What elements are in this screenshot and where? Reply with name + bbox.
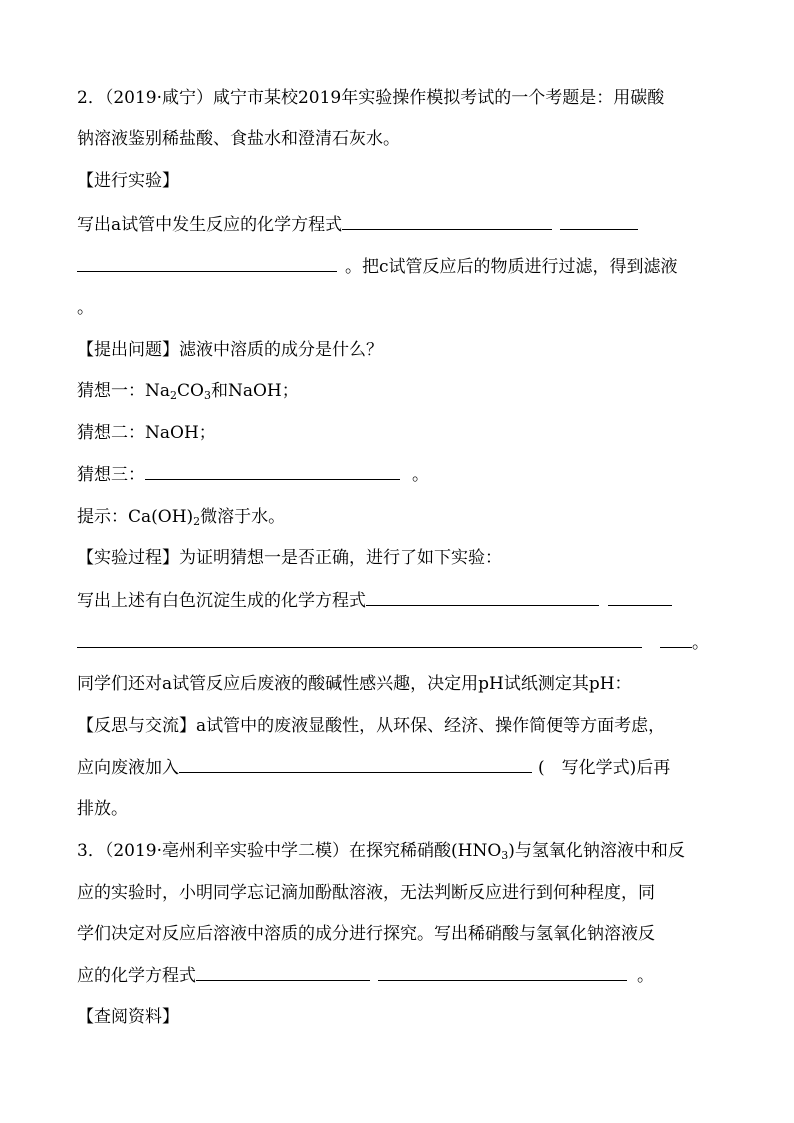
guess-1-co: CO (177, 381, 204, 401)
guess-3-suffix: 。 (412, 465, 429, 485)
add-prefix: 应向废液加入 (77, 758, 179, 778)
hint-suffix: 微溶于水。 (200, 507, 286, 527)
q2-filter-line (77, 255, 678, 279)
section-process: 【实验过程】为证明猜想一是否正确，进行了如下实验： (77, 548, 502, 568)
answer-blank[interactable] (342, 213, 552, 230)
answer-blank[interactable] (77, 631, 642, 648)
guess-1 (77, 379, 299, 403)
section-reference: 【查阅资料】 (77, 1007, 179, 1027)
q3-line-4 (77, 964, 654, 988)
guess-2: 猜想二：NaOH； (77, 423, 216, 443)
add-line (77, 756, 670, 780)
guess-1-rest: 和NaOH； (210, 381, 299, 401)
subscript: 2 (170, 389, 178, 402)
answer-blank[interactable] (196, 964, 370, 981)
subscript: 3 (203, 389, 211, 402)
answer-blank[interactable] (145, 463, 400, 480)
guess-3-prefix: 猜想三： (77, 465, 145, 485)
filter-sentence: 。把c试管反应后的物质进行过滤，得到滤液 (345, 257, 678, 277)
q3-line-4-prefix: 应的化学方程式 (77, 966, 196, 986)
line-end: 。 (692, 633, 709, 653)
q2-line-2: 钠溶液鉴别稀盐酸、食盐水和澄清石灰水。 (77, 129, 400, 149)
write-precipitate-line (77, 589, 672, 613)
subscript: 2 (193, 515, 201, 528)
hint-line (77, 505, 285, 529)
q3-line-1 (77, 839, 685, 863)
answer-blank[interactable] (560, 213, 638, 230)
long-blank-line (77, 631, 709, 655)
write-a-equation-text: 写出a试管中发生反应的化学方程式 (77, 215, 343, 235)
ph-sentence: 同学们还对a试管反应后废液的酸碱性感兴趣，决定用pH试纸测定其pH： (77, 674, 632, 694)
q2-line-1: 2．（2019·咸宁）咸宁市某校2019年实验操作模拟考试的一个考题是：用碳酸 (77, 88, 665, 108)
discharge-line: 排放。 (77, 799, 128, 819)
guess-3 (77, 463, 429, 487)
q3-line-4-suffix: 。 (637, 966, 654, 986)
subscript: 3 (501, 849, 509, 862)
answer-blank[interactable] (179, 756, 532, 773)
q3-line-1-suffix: )与氢氧化钠溶液中和反 (508, 841, 685, 861)
answer-blank[interactable] (77, 255, 337, 272)
section-question: 【提出问题】滤液中溶质的成分是什么？ (77, 340, 383, 360)
answer-blank[interactable] (378, 964, 627, 981)
answer-blank[interactable] (660, 631, 692, 648)
q3-line-3: 学们决定对反应后溶液中溶质的成分进行探究。写出稀硝酸与氢氧化钠溶液反 (77, 924, 655, 944)
q2-period: 。 (77, 298, 94, 318)
add-suffix: ( 写化学式)后再 (538, 758, 671, 778)
hint-prefix: 提示：Ca(OH) (77, 507, 194, 527)
reflect-line: 【反思与交流】a试管中的废液显酸性，从环保、经济、操作简便等方面考虑， (77, 716, 666, 736)
guess-1-prefix: 猜想一：Na (77, 381, 171, 401)
answer-blank[interactable] (608, 589, 672, 606)
write-precipitate-text: 写出上述有白色沉淀生成的化学方程式 (77, 591, 366, 611)
answer-blank[interactable] (366, 589, 599, 606)
q2-write-a-equation (77, 213, 638, 237)
q3-line-2: 应的实验时，小明同学忘记滴加酚酞溶液，无法判断反应进行到何种程度，同 (77, 883, 655, 903)
q3-line-1-prefix: 3．（2019·亳州利辛实验中学二模）在探究稀硝酸(HNO (77, 841, 502, 861)
section-experiment: 【进行实验】 (77, 171, 179, 191)
